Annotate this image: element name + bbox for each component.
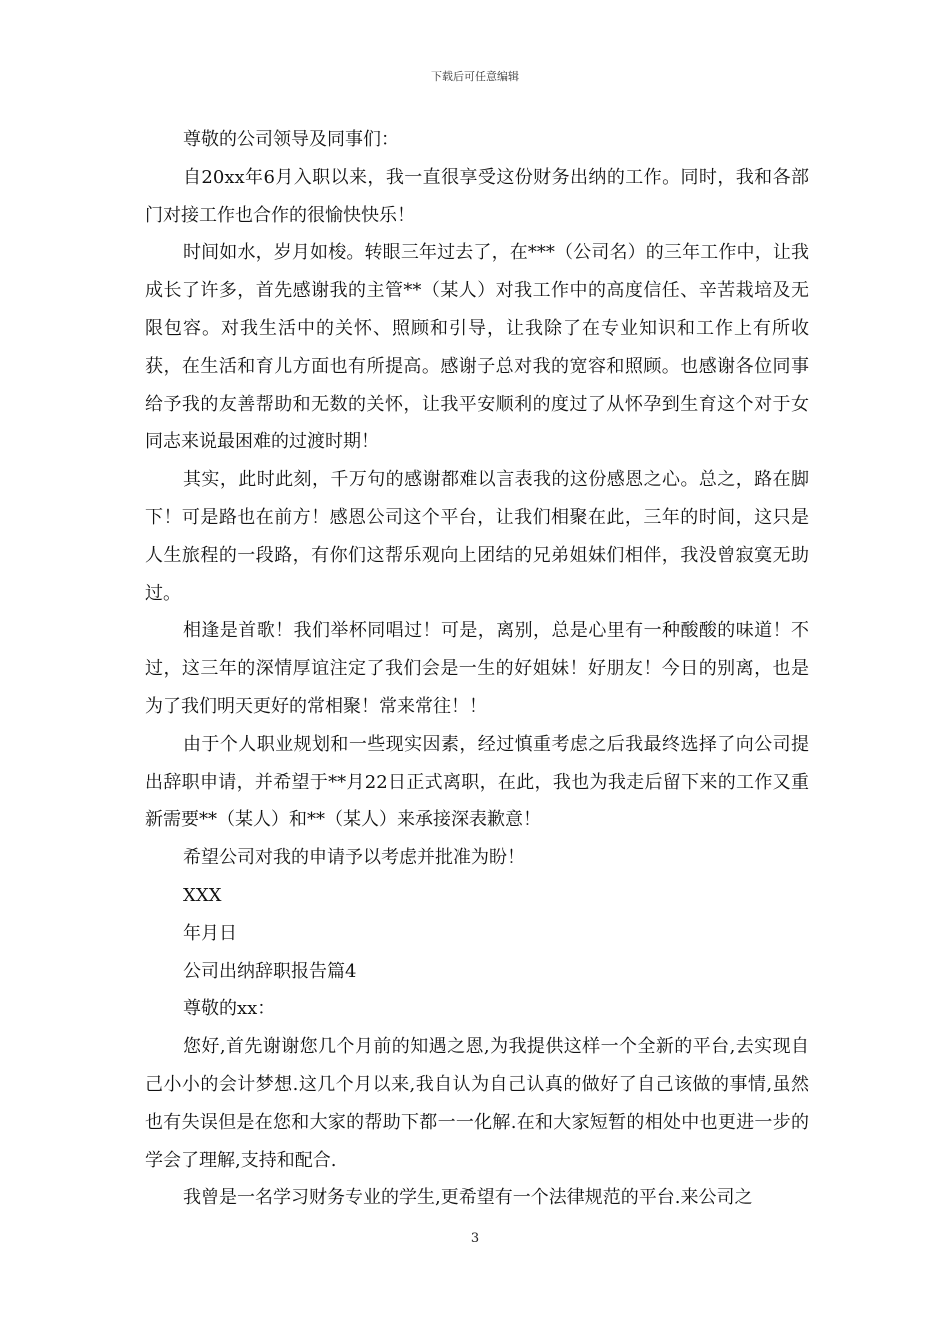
signature-date: 年月日: [183, 922, 237, 944]
signature-name: XXX: [183, 884, 222, 906]
paragraph-background: 我曾是一名学习财务专业的学生,更希望有一个法律规范的平台.来公司之: [183, 1187, 753, 1209]
page-number: 3: [470, 1231, 480, 1246]
paragraph-three-years: 时间如水，岁月如梭。转眼三年过去了，在***（公司名）的三年工作中，让我成长了许多，首先感谢我的主管**（某人）对我工作中的高度信任、辛苦栽培及无限包容。对我生活中的关怀、照顾和引导，让我除了在专业知识和工作上有所收获，在生活和育儿方面也有所提高。感谢子总对我的宽容和照顾。也感谢各位同事给予我的友善帮助和无数的关怀，让我平安顺利的度过了从怀孕到生育这个对于女同志来说最困难的过渡时期！: [145, 242, 809, 453]
paragraph-thanks: 您好,首先谢谢您几个月前的知遇之恩,为我提供这样一个全新的平台,去实现自己小小的会计梦想.这几个月以来,我自认为自己认真的做好了自己该做的事情,虽然也有失误但是在您和大家的帮助下都一一化解.在和大家短暂的相处中也更进一步的学会了理解,支持和配合.: [145, 1036, 809, 1171]
section-title: 公司出纳辞职报告篇4: [183, 960, 357, 982]
header-note: 下载后可任意编辑: [431, 70, 519, 83]
paragraph-gratitude: 其实，此时此刻，千万句的感谢都难以言表我的这份感恩之心。总之，路在脚下！可是路也在前方！感恩公司这个平台，让我们相聚在此，三年的时间，这只是人生旅程的一段路，有你们这帮乐观向上团结的兄弟姐妹们相伴，我没曾寂寞无助过。: [145, 469, 809, 604]
salutation-2: 尊敬的xx：: [183, 998, 276, 1020]
paragraph-resignation: 由于个人职业规划和一些现实因素，经过慎重考虑之后我最终选择了向公司提出辞职申请，并希望于**月22日正式离职，在此，我也为我走后留下来的工作又重新需要**（某人）和**（某人）来承接深表歉意！: [145, 733, 809, 831]
paragraph-join-date: 自20xx年6月入职以来，我一直很享受这份财务出纳的工作。同时，我和各部门对接工作也合作的很愉快快乐！: [145, 166, 809, 226]
paragraph-farewell: 相逢是首歌！我们举杯同唱过！可是，离别，总是心里有一种酸酸的味道！不过，这三年的深情厚谊注定了我们会是一生的好姐妹！好朋友！今日的别离，也是为了我们明天更好的常相聚！常来常往！！: [145, 620, 809, 717]
document-body: [145, 121, 809, 1217]
paragraph-request: 希望公司对我的申请予以考虑并批准为盼！: [183, 847, 525, 869]
salutation-1: 尊敬的公司领导及同事们：: [183, 129, 399, 150]
